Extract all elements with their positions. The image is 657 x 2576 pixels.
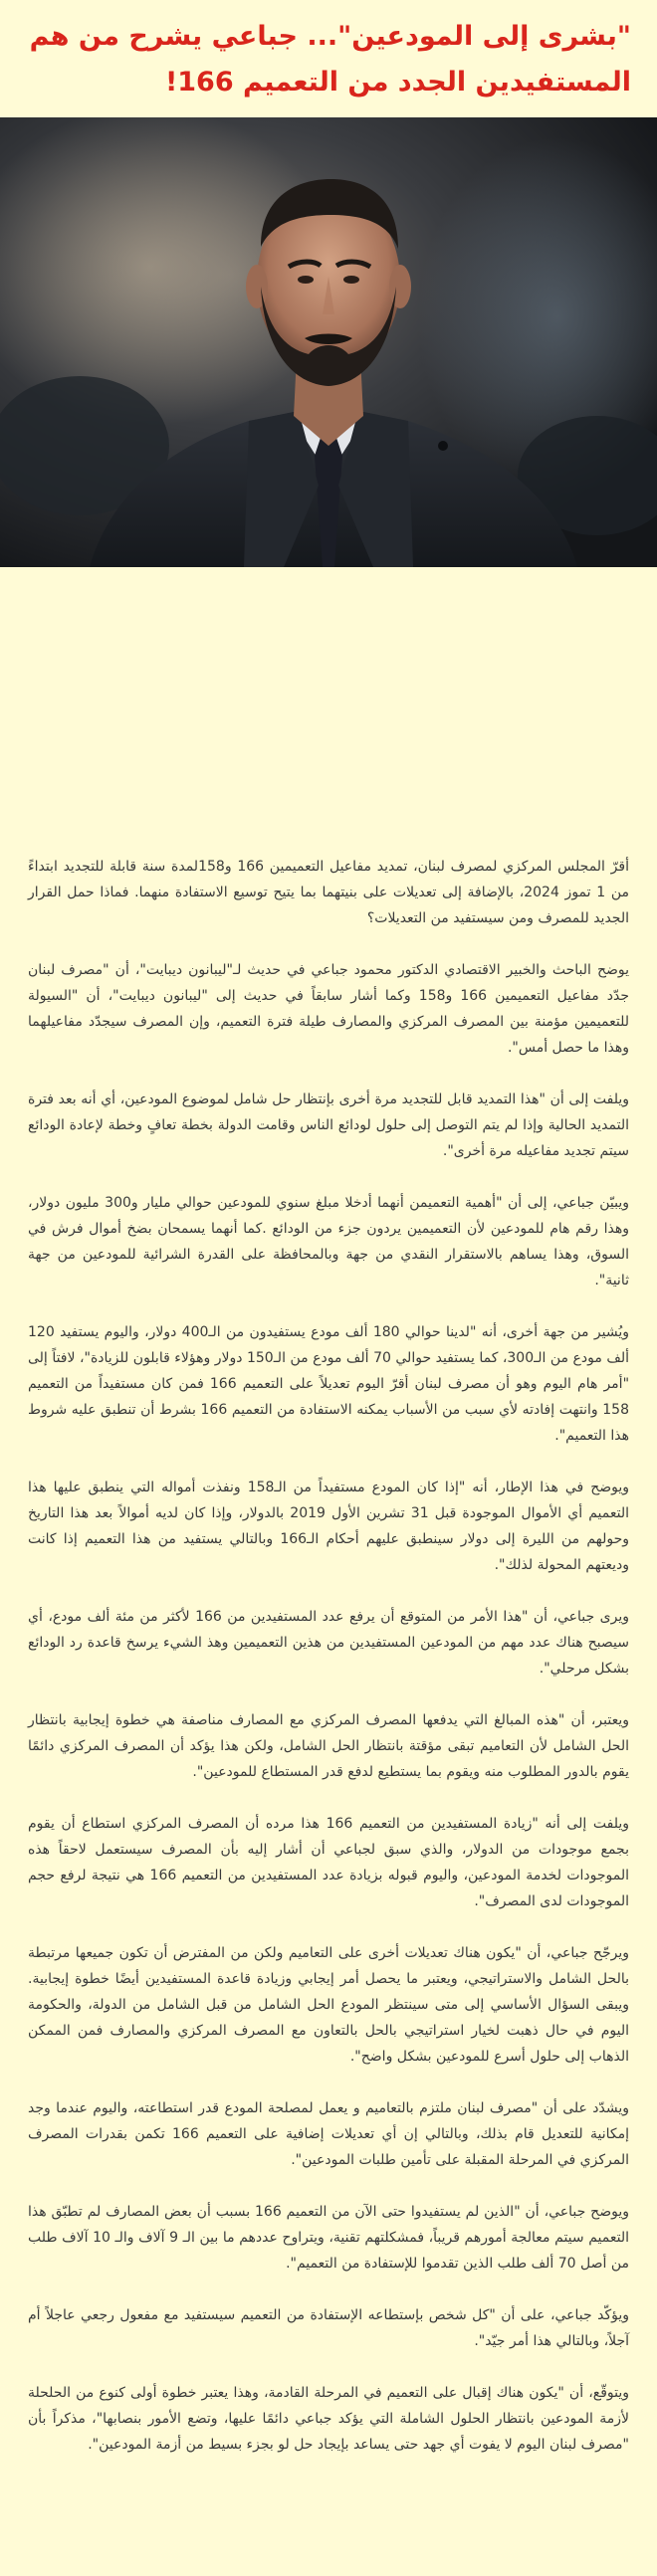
article-paragraph: ويؤكّد جباعي، على أن "كل شخص بإستطاعه الإستفادة من التعميم سيستفيد مع مفعول رجعي عاجلاً أم آجلاً، وبالتالي هذا أمر جيّد". [28,2307,629,2349]
article-paragraph: ويعتبر، أن "هذه المبالغ التي يدفعها المصرف المركزي مع المصارف مناصفة هي خطوة إيجابية بانتظار الحل الشامل لأن التعاميم تبقى مؤقتة بانتظار الحل الشامل، ولكن هذا يؤكد أن المصرف المركزي دائمًا يقوم بالدور المطلوب منه ويقوم بما يستطيع لدفع قدر المستطاع للمودعين". [28,1712,629,1780]
article-paragraph: ويلفت إلى أنه "زيادة المستفيدين من التعميم 166 هذا مرده أن المصرف المركزي استطاع أن يقوم بجمع موجودات من الدولار، والذي سبق لجباعي أن أشار إليه بأن المصرف سيستعمل لاحقاً هذه الموجودات لخدمة المودعين، واليوم قبوله بزيادة عدد المستفيدين من التعميم 166 هي نتيجة لرفع حجم الموجودات لدى المصرف". [28,1816,629,1909]
article-paragraph: ويرجّح جباعي، أن "يكون هناك تعديلات أخرى على التعاميم ولكن من المفترض أن تكون جميعها مرتبطة بالحل الشامل والاستراتيجي، ويعتبر ما يحصل أمر إيجابي وزيادة قاعدة المستفيدين أيضًا خطوة إيجابية. ويبقى السؤال الأساسي إلى متى سينتظر المودع الحل الشامل من قبل الشامل من الدولة، والحكومة اليوم في حال ذهبت لخيار استراتيجي بالحل بالتعاون مع المصرف المركزي والمصارف فمن الممكن الذهاب إلى حلول أسرع للمودعين بشكل واضح". [28,1945,629,2065]
article-paragraph: يوضح الباحث والخبير الاقتصادي الدكتور محمود جباعي في حديث لـ"ليبانون ديبايت"، أن "مصرف لبنان جدّد مفاعيل التعميمين 166 و158 وكما أشار سابقاً في حديث إلى "ليبانون ديبايت"، أن "السيولة للتعميمين مؤمنة بين المصرف المركزي والمصارف طيلة فترة التعميم، وإن المصرف سيجدّد مفاعيلهما وهذا ما حصل أمس". [28,962,630,1056]
article-paragraph: ويشدّد على أن "مصرف لبنان ملتزم بالتعاميم و يعمل لمصلحة المودع قدر استطاعته، واليوم عندما وجد إمكانية للتعديل قام بذلك، وبالتالي إن أي تعديلات إضافية على التعميم 166 تكمن بقدرات المصرف المركزي في المرحلة المقبلة على تأمين طلبات المودعين". [28,2100,629,2168]
article-paragraph: ويبيّن جباعي، إلى أن "أهمية التعميمن أنهما أدخلا مبلغ سنوي للمودعين حوالي مليار و300 مليون دولار، وهذا رقم هام للمودعين لأن التعميمين يردون جزء من الودائع .كما أنهما يسمحان بضخ أموال فرش في السوق، وهذا يساهم بالاستقرار النقدي من جهة وبالمحافظة على القدرة الشرائية للمودعين من جهة ثانية". [28,1195,630,1288]
article-paragraph: أقرّ المجلس المركزي لمصرف لبنان، تمديد مفاعيل التعميمين 166 و158لمدة سنة قابلة للتجديد ابتداءً من 1 تموز 2024، بالإضافة إلى تعديلات على بنيتهما بما يتيح توسيع الاستفادة منهما. فماذا حمل القرار الجديد للمصرف ومن سيستفيد من التعديلات؟ [28,859,629,926]
article-paragraph: ويوضح في هذا الإطار، أنه "إذا كان المودع مستفيداً من الـ158 ونفذت أمواله التي ينطبق عليها هذا التعميم أي الأموال الموجودة قبل 31 تشرين الأول 2019 بالدولار، وإذا كان لديه أموالاً بعد هذا التاريخ وحولهم من الليرة إلى دولار سينطبق عليهم أحكام الـ166 وبالتالي يستفيد من هذا التعميم إذا كانت وديعتهم المحولة لذلك". [28,1480,630,1573]
article-paragraph: ويرى جباعي، أن "هذا الأمر من المتوقع أن يرفع عدد المستفيدين من 166 لأكثر من مئة ألف مودع، أي سيصبح هناك عدد مهم من المودعين المستفيدين من هذين التعميمين وهذ الشيء يرسخ قاعدة رد الودائع بشكل مرحلي". [28,1609,629,1677]
article-paragraph: ويلفت إلى أن "هذا التمديد قابل للتجديد مرة أخرى بإنتظار حل شامل لموضوع المودعين، أي أنه بعد فترة التمديد الحالية وإذا لم يتم التوصل إلى حلول لودائع الناس وقامت الدولة بخطة تعافٍ وخطة لإعادة الودائع سيتم تجديد مفاعيله مرة أخرى". [28,1091,629,1159]
article-body [0,567,657,2458]
article-paragraph: ويوضح جباعي، أن "الذين لم يستفيدوا حتى الآن من التعميم 166 بسبب أن بعض المصارف لم تطبّق هذا التعميم سيتم معالجة أمورهم قريباً، فمشكلتهم تقنية، ويتراوح عددهم ما بين الـ 9 آلاف والـ 10 آلاف طلب من أصل 70 ألف طلب الذين تقدموا للإستفادة من التعميم". [28,2204,629,2272]
portrait-photo [0,117,657,567]
article-hero-image [0,117,657,567]
article-paragraph: ويُشير من جهة أخرى، أنه "لدينا حوالي 180 ألف مودع يستفيدون من الـ400 دولار، واليوم يستفيد 120 ألف مودع من الـ300، كما يستفيد حوالي 70 ألف مودع من الـ150 دولار وهؤلاء قابلون للزيادة"، لافتاً إلى "أمر هام اليوم وهو أن مصرف لبنان أقرّ اليوم تعديلاً على التعميم 166 فمن كان مستفيداً من التعميم 158 وانتهت إفادته لأي سبب من الأسباب يمكنه الاستفادة من التعميم 166 بشرط أن تنطبق عليه شروط هذا التعميم". [28,1324,630,1444]
article-paragraph: ويتوقّع، أن "يكون هناك إقبال على التعميم في المرحلة القادمة، وهذا يعتبر خطوة أولى كنوع من الحلحلة لأزمة المودعين بانتظار الحلول الشاملة التي يؤكد جباعي دائمًا عليها، وتضع الأمور بنصابها"، مذكراً بأن "مصرف لبنان اليوم لا يفوت أي جهد حتى يساعد بإيجاد حل لو بجزء بسيط من أزمة المودعين". [28,2385,629,2453]
article-headline: "بشرى إلى المودعين"... جباعي يشرح من هم المستفيدين الجدد من التعميم 166! [29,21,631,98]
